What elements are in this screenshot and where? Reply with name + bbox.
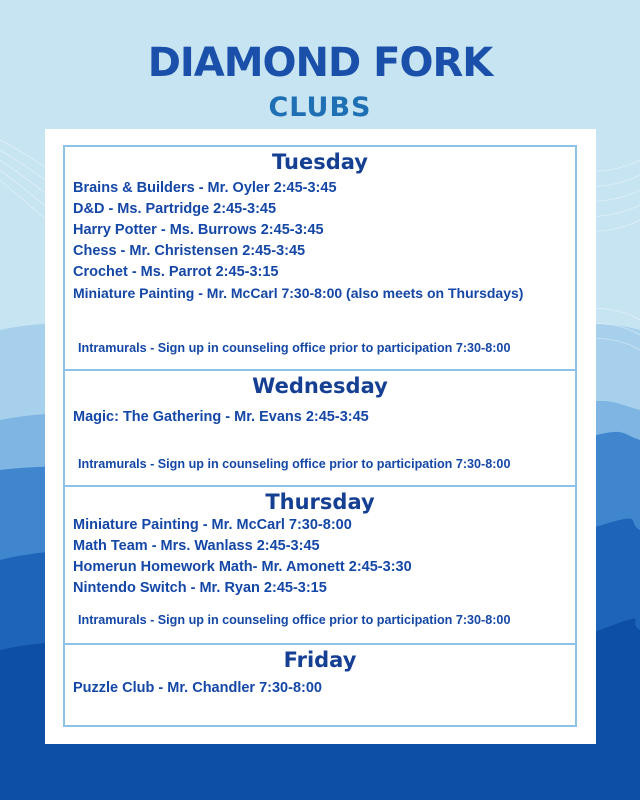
club-item: Magic: The Gathering - Mr. Evans 2:45-3:45 (73, 409, 369, 425)
club-item: Miniature Painting - Mr. McCarl 7:30-8:00 (also meets on Thursdays) (73, 285, 524, 301)
club-item: Math Team - Mrs. Wanlass 2:45-3:45 (73, 538, 320, 554)
page-title: DIAMOND FORK (147, 40, 493, 86)
club-item: Chess - Mr. Christensen 2:45-3:45 (73, 243, 306, 259)
club-item: Homerun Homework Math- Mr. Amonett 2:45-3:30 (73, 559, 412, 575)
club-item: Miniature Painting - Mr. McCarl 7:30-8:00 (73, 517, 352, 533)
page-subtitle: CLUBS (268, 92, 372, 123)
friday-section (63, 643, 577, 727)
intramurals-note: Intramurals - Sign up in counseling office prior to participation 7:30-8:00 (78, 341, 511, 355)
club-item: Brains & Builders - Mr. Oyler 2:45-3:45 (73, 180, 337, 196)
club-item: Puzzle Club - Mr. Chandler 7:30-8:00 (73, 680, 322, 696)
thursday-section (63, 485, 577, 645)
club-item: Crochet - Ms. Parrot 2:45-3:15 (73, 264, 279, 280)
tuesday-section (63, 145, 577, 371)
day-heading-wednesday: Wednesday (252, 374, 388, 398)
day-heading-friday: Friday (283, 648, 357, 672)
club-item: Harry Potter - Ms. Burrows 2:45-3:45 (73, 222, 324, 238)
club-item: Nintendo Switch - Mr. Ryan 2:45-3:15 (73, 580, 327, 596)
wednesday-section (63, 369, 577, 487)
club-item: D&D - Ms. Partridge 2:45-3:45 (73, 201, 277, 217)
intramurals-note: Intramurals - Sign up in counseling office prior to participation 7:30-8:00 (78, 457, 511, 471)
day-heading-thursday: Thursday (265, 490, 375, 514)
day-heading-tuesday: Tuesday (272, 150, 368, 174)
intramurals-note: Intramurals - Sign up in counseling office prior to participation 7:30-8:00 (78, 613, 511, 627)
